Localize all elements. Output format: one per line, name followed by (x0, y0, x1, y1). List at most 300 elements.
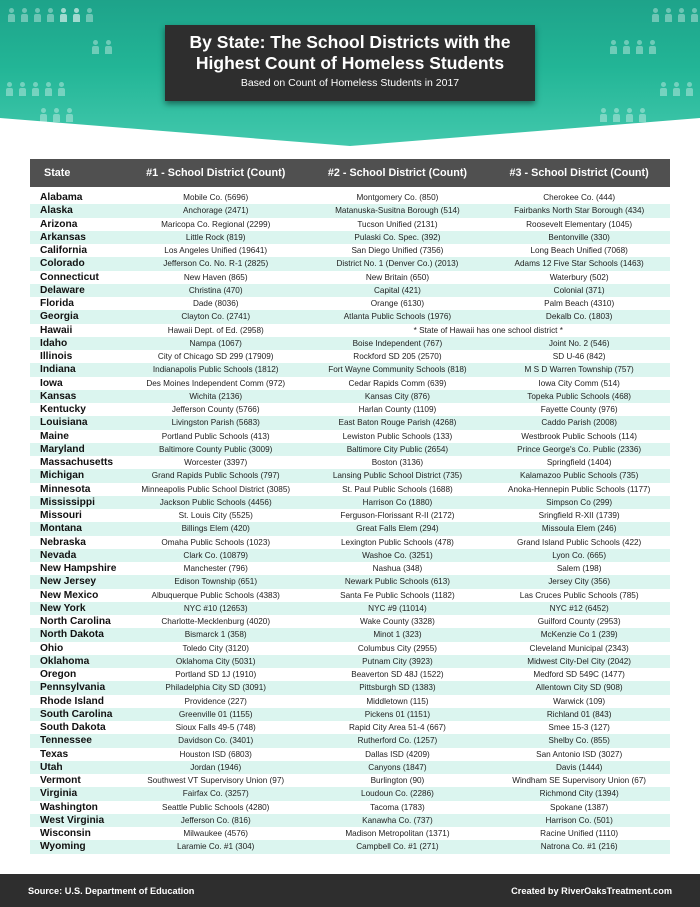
district-1-cell: Grand Rapids Public Schools (797) (151, 471, 280, 481)
district-1-cell: Little Rock (819) (185, 232, 246, 242)
state-cell: Indiana (40, 364, 76, 376)
district-1-cell: Sioux Falls 49-5 (748) (175, 723, 256, 733)
table-row (30, 536, 670, 549)
state-cell: Nevada (40, 549, 77, 561)
table-row (30, 549, 670, 562)
district-2-cell: Great Falls Elem (294) (356, 524, 439, 534)
person-icon (86, 8, 93, 22)
table-row (30, 469, 670, 482)
table-row (30, 257, 670, 270)
table-row (30, 748, 670, 761)
district-3-cell: Topeka Public Schools (468) (527, 391, 632, 401)
district-2-cell: Fort Wayne Community Schools (818) (328, 365, 467, 375)
district-1-cell: Fairfax Co. (3257) (182, 789, 249, 799)
district-1-cell: Albuquerque Public Schools (4383) (151, 590, 280, 600)
district-2-cell: Matanuska-Susitna Borough (514) (335, 206, 460, 216)
table-row (30, 695, 670, 708)
district-1-cell: Minneapolis Public School District (3085) (141, 484, 291, 494)
district-3-cell: Joint No. 2 (546) (548, 338, 610, 348)
district-1-cell: Christina (470) (188, 285, 243, 295)
district-1-cell: Philadelphia City SD (3091) (165, 683, 266, 693)
table-row (30, 602, 670, 615)
district-3-cell: Dekalb Co. (1803) (545, 312, 613, 322)
state-cell: Kansas (40, 390, 77, 402)
district-2-cell: Lansing Public School District (735) (332, 471, 463, 481)
district-1-cell: Bismarck 1 (358) (184, 630, 247, 640)
district-1-cell: Maricopa Co. Regional (2299) (161, 219, 271, 229)
district-3-cell: Missoula Elem (246) (541, 524, 617, 534)
district-3-cell: Las Cruces Public Schools (785) (519, 590, 639, 600)
person-icon (636, 40, 643, 54)
district-1-cell: Providence (227) (184, 696, 247, 706)
district-2-cell: Minot 1 (323) (373, 630, 422, 640)
district-3-cell: Long Beach Unified (7068) (530, 246, 628, 256)
person-icon (58, 82, 65, 96)
person-icon (623, 40, 630, 54)
district-2-cell: Rutherford Co. (1257) (357, 736, 438, 746)
district-1-cell: Manchester (796) (183, 564, 248, 574)
state-cell: Alaska (40, 205, 73, 217)
district-3-cell: Harrison Co. (501) (545, 815, 613, 825)
person-icon (21, 8, 28, 22)
district-2-cell: Middletown (115) (366, 696, 429, 706)
state-cell: Maryland (40, 443, 85, 455)
table-row (30, 310, 670, 323)
state-cell: Colorado (40, 258, 85, 270)
district-3-cell: Richmond City (1394) (539, 789, 619, 799)
table-row (30, 708, 670, 721)
district-2-cell: Santa Fe Public Schools (1182) (340, 590, 455, 600)
district-1-cell: Milwaukee (4576) (183, 829, 249, 839)
people-silhouette-group (610, 40, 656, 54)
state-cell: Illinois (40, 351, 73, 363)
person-icon (639, 108, 646, 122)
district-3-cell: Richland 01 (843) (546, 709, 612, 719)
person-icon (652, 8, 659, 22)
district-3-cell: Iowa City Comm (514) (538, 378, 620, 388)
state-cell: Oklahoma (40, 655, 90, 667)
person-icon (649, 40, 656, 54)
district-2-cell: Rockford SD 205 (2570) (353, 352, 442, 362)
person-icon (626, 108, 633, 122)
district-1-cell: Omaha Public Schools (1023) (161, 537, 271, 547)
district-2-cell: Orange (6130) (370, 299, 425, 309)
district-3-cell: Prince George's Co. Public (2336) (517, 444, 642, 454)
district-2-cell: St. Paul Public Schools (1688) (342, 484, 453, 494)
district-2-cell: Campbell Co. #1 (271) (356, 842, 439, 852)
table-row (30, 483, 670, 496)
person-icon (92, 40, 99, 54)
person-icon (678, 8, 685, 22)
district-3-cell: Racine Unified (1110) (540, 829, 619, 839)
district-1-cell: NYC #10 (12653) (183, 603, 248, 613)
district-1-cell: New Haven (865) (183, 272, 248, 282)
state-cell: Washington (40, 801, 98, 813)
district-2-cell: Ferguson-Florissant R-II (2172) (340, 511, 455, 521)
state-cell: Arizona (40, 218, 78, 230)
district-3-cell: Davis (1444) (555, 762, 603, 772)
state-cell: Iowa (40, 377, 63, 389)
credit-note: Created by RiverOaksTreatment.com (511, 886, 672, 896)
title-line-1: By State: The School Districts with the (189, 32, 511, 52)
state-cell: Texas (40, 748, 69, 760)
district-1-cell: Indianapolis Public Schools (1812) (152, 365, 279, 375)
district-2-cell: Rapid City Area 51-4 (667) (348, 723, 446, 733)
title-line-2: Highest Count of Homeless Students (195, 53, 505, 73)
table-row (30, 496, 670, 509)
state-cell: Delaware (40, 284, 85, 296)
table-row (30, 801, 670, 814)
state-cell: Utah (40, 761, 63, 773)
table-row (30, 681, 670, 694)
district-2-cell: Dallas ISD (4209) (365, 749, 430, 759)
person-icon (73, 8, 80, 22)
district-1-cell: Seattle Public Schools (4280) (162, 802, 270, 812)
state-cell: Hawaii (40, 324, 73, 336)
district-3-cell: Fairbanks North Star Borough (434) (514, 206, 645, 216)
person-icon (40, 108, 47, 122)
state-cell: Minnesota (40, 483, 91, 495)
table-row (30, 827, 670, 840)
person-icon (673, 82, 680, 96)
district-2-cell: Madison Metropolitan (1371) (345, 829, 450, 839)
district-1-cell: Jefferson Co. No. R-1 (2825) (163, 259, 269, 269)
district-2-cell: Lexington Public Schools (478) (341, 537, 454, 547)
district-2-cell: Columbus City (2955) (357, 643, 438, 653)
state-cell: Rhode Island (40, 695, 104, 707)
column-header-district-2: #2 - School District (Count) (327, 167, 468, 179)
district-1-cell: City of Chicago SD 299 (17909) (157, 352, 274, 362)
district-3-cell: NYC #12 (6452) (549, 603, 609, 613)
district-2-cell: Kanawha Co. (737) (362, 815, 433, 825)
district-1-cell: Laramie Co. #1 (304) (177, 842, 255, 852)
person-icon (8, 8, 15, 22)
person-icon (6, 82, 13, 96)
district-3-cell: Salem (198) (556, 564, 602, 574)
district-1-cell: Davidson Co. (3401) (178, 736, 254, 746)
table-row (30, 668, 670, 681)
people-silhouette-group (60, 8, 93, 22)
district-1-cell: Portland Public Schools (413) (161, 431, 270, 441)
table-row (30, 840, 670, 853)
district-3-cell: Cleveland Municipal (2343) (529, 643, 629, 653)
state-cell: North Dakota (40, 629, 104, 641)
district-1-cell: Dade (8036) (192, 299, 239, 309)
table-row (30, 562, 670, 575)
district-3-cell: Guilford County (2953) (537, 617, 621, 627)
state-cell: Georgia (40, 311, 79, 323)
state-cell: South Dakota (40, 722, 106, 734)
district-3-cell: Anoka-Hennepin Public Schools (1177) (508, 484, 651, 494)
person-icon (665, 8, 672, 22)
state-cell: Maine (40, 430, 69, 442)
state-cell: Nebraska (40, 536, 86, 548)
district-3-cell: Roosevelt Elementary (1045) (526, 219, 633, 229)
district-1-cell: Greenville 01 (1155) (178, 709, 253, 719)
person-icon (66, 108, 73, 122)
table-row (30, 522, 670, 535)
table-row (30, 734, 670, 747)
table-body (30, 191, 670, 854)
state-cell: North Carolina (40, 616, 111, 628)
state-cell: South Carolina (40, 708, 113, 720)
table-row (30, 615, 670, 628)
table-row (30, 814, 670, 827)
table-row (30, 377, 670, 390)
district-2-cell: Kansas City (876) (364, 391, 430, 401)
district-1-cell: Nampa (1067) (189, 338, 242, 348)
district-3-cell: Fayette County (976) (540, 405, 618, 415)
source-note: Source: U.S. Department of Education (28, 886, 195, 896)
district-1-cell: Jefferson County (5766) (171, 405, 260, 415)
district-1-cell: St. Louis City (5525) (178, 511, 253, 521)
district-3-cell: Smee 15-3 (127) (548, 723, 610, 733)
district-1-cell: Anchorage (2471) (182, 206, 249, 216)
district-1-cell: Jackson Public Schools (4456) (159, 497, 272, 507)
state-cell: New Jersey (40, 576, 97, 588)
district-2-cell: Cedar Rapids Comm (639) (348, 378, 447, 388)
state-cell: Oregon (40, 669, 77, 681)
district-3-cell: M S D Warren Township (757) (524, 365, 634, 375)
district-2-cell: NYC #9 (11014) (368, 603, 427, 613)
district-2-cell: Canyons (1847) (368, 762, 427, 772)
state-cell: Wisconsin (40, 828, 91, 840)
people-silhouette-group (600, 108, 646, 122)
table-row (30, 403, 670, 416)
district-1-cell: Mobile Co. (5696) (183, 193, 249, 203)
district-3-cell: Adams 12 Five Star Schools (1463) (514, 259, 644, 269)
district-2-cell: Newark Public Schools (613) (344, 577, 450, 587)
district-2-cell: Pickens 01 (1151) (364, 709, 431, 719)
district-2-cell: Washoe Co. (3251) (362, 550, 433, 560)
state-cell: Massachusetts (40, 457, 114, 469)
table-row (30, 642, 670, 655)
table-row (30, 204, 670, 217)
person-icon (600, 108, 607, 122)
district-3-cell: Springfield (1404) (546, 458, 612, 468)
district-3-cell: Shelby Co. (855) (548, 736, 610, 746)
district-1-cell: Jefferson Co. (816) (180, 815, 251, 825)
state-cell: New Hampshire (40, 563, 117, 575)
district-2-cell: Tucson Unified (2131) (357, 219, 438, 229)
table-row (30, 430, 670, 443)
people-silhouette-group (40, 108, 73, 122)
table-row (30, 774, 670, 787)
district-2-cell: Lewiston Public Schools (133) (342, 431, 453, 441)
district-2-cell: District No. 1 (Denver Co.) (2013) (336, 259, 459, 269)
state-cell: Idaho (40, 337, 68, 349)
state-cell: Michigan (40, 470, 85, 482)
person-icon (610, 40, 617, 54)
district-3-cell: Kalamazoo Public Schools (735) (519, 471, 639, 481)
district-2-cell: Tacoma (1783) (370, 802, 425, 812)
district-1-cell: Clark Co. (10879) (183, 550, 249, 560)
district-2-cell: Nashua (348) (372, 564, 423, 574)
district-1-cell: Charlotte-Mecklenburg (4020) (161, 617, 271, 627)
district-2-cell: Burlington (90) (370, 776, 425, 786)
district-2-cell: Baltimore City Public (2654) (346, 444, 449, 454)
person-icon (53, 108, 60, 122)
district-2-cell: East Baton Rouge Parish (4268) (338, 418, 457, 428)
district-2-cell: Capital (421) (374, 285, 421, 295)
state-cell: Vermont (40, 775, 81, 787)
table-row (30, 191, 670, 204)
district-3-cell: Cherokee Co. (444) (543, 193, 616, 203)
district-2-cell: Loudoun Co. (2286) (361, 789, 434, 799)
district-3-cell: Bentonville (330) (548, 232, 610, 242)
state-cell: Missouri (40, 510, 82, 522)
district-3-cell: Warwick (109) (553, 696, 606, 706)
district-1-cell: Portland SD 1J (1910) (175, 670, 257, 680)
person-icon (613, 108, 620, 122)
table-row (30, 575, 670, 588)
district-3-cell: Spokane (1387) (550, 802, 609, 812)
district-1-cell: Edison Township (651) (174, 577, 258, 587)
district-2-cell: San Diego Unified (7356) (351, 246, 444, 256)
person-icon (660, 82, 667, 96)
state-cell: Alabama (40, 192, 83, 204)
table-row (30, 390, 670, 403)
district-2-cell: Putnam City (3923) (362, 656, 433, 666)
table-row (30, 589, 670, 602)
district-1-cell: Baltimore County Public (3009) (159, 444, 273, 454)
district-3-cell: Natrona Co. #1 (216) (540, 842, 618, 852)
state-cell: Louisiana (40, 417, 88, 429)
district-3-cell: San Antonio ISD (3027) (536, 749, 623, 759)
table-row (30, 787, 670, 800)
district-3-cell: Palm Beach (4310) (544, 299, 615, 309)
district-2-cell: Beaverton SD 48J (1522) (351, 670, 444, 680)
table-row (30, 297, 670, 310)
column-header-district-1: #1 - School District (Count) (146, 167, 286, 179)
district-3-cell: Waterbury (502) (549, 272, 609, 282)
district-1-cell: Livingston Parish (5683) (171, 418, 260, 428)
state-cell: California (40, 245, 87, 257)
page-subtitle: Based on Count of Homeless Students in 2017 (240, 77, 460, 89)
page-title (165, 32, 535, 74)
district-3-cell: Lyon Co. (665) (552, 550, 607, 560)
district-1-cell: Toledo City (3120) (182, 643, 249, 653)
district-2-cell: Montgomery Co. (850) (356, 193, 439, 203)
district-2-cell: Wake County (3328) (360, 617, 435, 627)
people-silhouette-group (6, 82, 65, 96)
district-2-cell: Atlanta Public Schools (1976) (343, 312, 452, 322)
district-1-cell: Wichita (2136) (189, 391, 243, 401)
district-1-cell: Los Angeles Unified (19641) (164, 246, 268, 256)
table-row (30, 628, 670, 641)
district-1-cell: Oklahoma City (5031) (175, 656, 256, 666)
district-3-cell: Caddo Parish (2008) (541, 418, 617, 428)
title-box (165, 25, 535, 101)
state-cell: Ohio (40, 642, 64, 654)
table-row (30, 231, 670, 244)
district-2-cell: Pulaski Co. Spec. (392) (354, 232, 441, 242)
district-3-cell: Sringfield R-XII (1739) (538, 511, 620, 521)
person-icon (686, 82, 693, 96)
table-row (30, 284, 670, 297)
district-1-cell: Jordan (1946) (190, 762, 242, 772)
state-cell: Pennsylvania (40, 682, 106, 694)
district-2-cell: Boise Independent (767) (352, 338, 443, 348)
people-silhouette-group (660, 82, 693, 96)
district-1-cell: Des Moines Independent Comm (972) (146, 378, 286, 388)
person-icon (45, 82, 52, 96)
table-row (30, 218, 670, 231)
table-row (30, 721, 670, 734)
person-icon (60, 8, 67, 22)
table-row (30, 655, 670, 668)
district-2-cell: Harrison Co (1880) (362, 497, 433, 507)
state-cell: Arkansas (40, 231, 86, 243)
district-3-cell: Westbrook Public Schools (114) (521, 431, 638, 441)
table-row (30, 761, 670, 774)
people-silhouette-group (652, 8, 700, 22)
district-2-cell: New Britain (650) (365, 272, 430, 282)
district-3-cell: SD U-46 (842) (552, 352, 606, 362)
table-row (30, 244, 670, 257)
district-2-cell: Harlan County (1109) (358, 405, 437, 415)
person-icon (19, 82, 26, 96)
state-cell: Montana (40, 523, 82, 535)
state-cell: Mississippi (40, 496, 95, 508)
header-banner (0, 0, 700, 148)
table-row (30, 363, 670, 376)
note-cell: * State of Hawaii has one school district * (413, 325, 563, 335)
table-row (30, 443, 670, 456)
districts-table (30, 159, 670, 854)
district-3-cell: McKenzie Co 1 (239) (540, 630, 618, 640)
state-cell: Connecticut (40, 271, 99, 283)
table-row (30, 337, 670, 350)
state-cell: Kentucky (40, 404, 86, 416)
district-1-cell: Houston ISD (6803) (179, 749, 252, 759)
state-cell: Florida (40, 298, 74, 310)
table-row (30, 456, 670, 469)
table-row (30, 416, 670, 429)
table-row (30, 324, 670, 337)
state-cell: New York (40, 602, 86, 614)
district-1-cell: Worcester (3397) (184, 458, 248, 468)
state-cell: West Virginia (40, 814, 105, 826)
table-header-row (30, 159, 670, 187)
people-silhouette-group (92, 40, 112, 54)
header-chevron-divider (0, 118, 700, 148)
table-row (30, 271, 670, 284)
table-row (30, 350, 670, 363)
district-3-cell: Grand Island Public Schools (422) (517, 537, 642, 547)
state-cell: New Mexico (40, 589, 99, 601)
district-3-cell: Midwest City-Del City (2042) (527, 656, 632, 666)
person-icon (691, 8, 698, 22)
person-icon (32, 82, 39, 96)
district-2-cell: Boston (3136) (371, 458, 424, 468)
district-3-cell: Jersey City (356) (548, 577, 611, 587)
district-3-cell: Windham SE Supervisory Union (67) (512, 776, 647, 786)
state-cell: Wyoming (40, 841, 86, 853)
state-cell: Virginia (40, 788, 78, 800)
district-3-cell: Colonial (371) (553, 285, 605, 295)
column-header-district-3: #3 - School District (Count) (509, 167, 649, 179)
person-icon (34, 8, 41, 22)
district-1-cell: Billings Elem (420) (181, 524, 250, 534)
district-3-cell: Simpson Co (299) (546, 497, 613, 507)
district-1-cell: Hawaii Dept. of Ed. (2958) (167, 325, 264, 335)
footer (0, 874, 700, 907)
district-2-cell: Pittsburgh SD (1383) (359, 683, 436, 693)
table-row (30, 509, 670, 522)
district-3-cell: Allentown City SD (908) (535, 683, 623, 693)
district-1-cell: Southwest VT Supervisory Union (97) (147, 776, 285, 786)
